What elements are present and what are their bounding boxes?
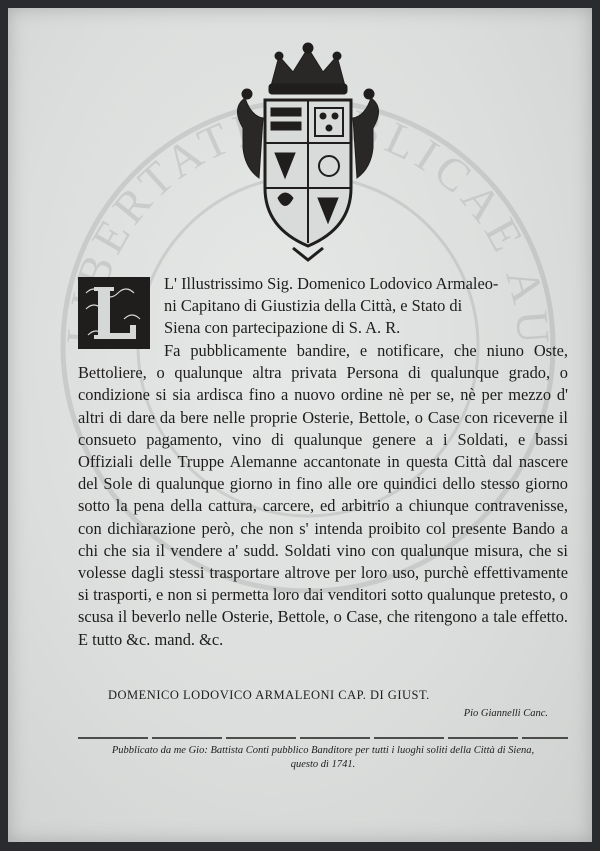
publication-notice (78, 744, 568, 772)
chancellor-signature: Pio Giannelli Canc. (463, 708, 548, 719)
watermark-text: BERTAT LICAE AU (66, 109, 560, 352)
decorative-initial-l-icon (78, 277, 150, 349)
heading-line-1: L' Illustrissimo Sig. Domenico Lodovico Armaleo- (164, 274, 499, 293)
coat-of-arms-icon (223, 38, 393, 263)
publication-line-2: questo dì 1741. (290, 759, 356, 770)
decree-heading (164, 273, 568, 340)
decree-body-paragraph: Fa pubblicamente bandire, e notificare, che niuno Oste, Bettoliere, o qualunque altra privata Persona di qualunque grado, o condizione si sia ardisca fino a nuovo ordine nè per se, nè per mezzo d' altri di dare da bere nelle proprie Osterie, Bettole, o Case con riceverne il consueto pagamento, vino di qualunque genere a i Soldati, e bassi Offiziali delle Truppe Alemanne accantonate in questa Città dal nascere del Sole di qualunque giorno in fino alle ore quindici dello stesso giorno sotto la pena della cattura, carcere, ed arbitrio a chiunque contravenisse, con dichiarazione però, che non s' intenda proibito col presente Bando a chi che sia il vendere a' sudd. Soldati vino con qualunque misura, che si volesse dagli stessi trasportare altrove per loro uso, purchè effettivamente si trasporti, e non si permetta loro dai venditori sotto qualunque pretesto, o scusa il beverlo nelle Osterie, Bettole, o Case, che ritengono a tale effetto. E tutto &c. mand. &c. (78, 341, 568, 649)
printed-decree-sheet (8, 8, 592, 842)
signature-line: DOMENICO LODOVICO ARMALEONI CAP. DI GIUST. (108, 688, 430, 702)
heading-line-3: Siena con partecipazione di S. A. R. (164, 318, 401, 338)
decree-body (78, 340, 568, 651)
heading-line-2: ni Capitano di Giustizia della Città, e Stato di (164, 296, 463, 316)
publication-line-1: Pubblicato da me Gio: Battista Conti pubblico Banditore per tutti i luoghi soliti della Città di Siena, (111, 745, 535, 756)
